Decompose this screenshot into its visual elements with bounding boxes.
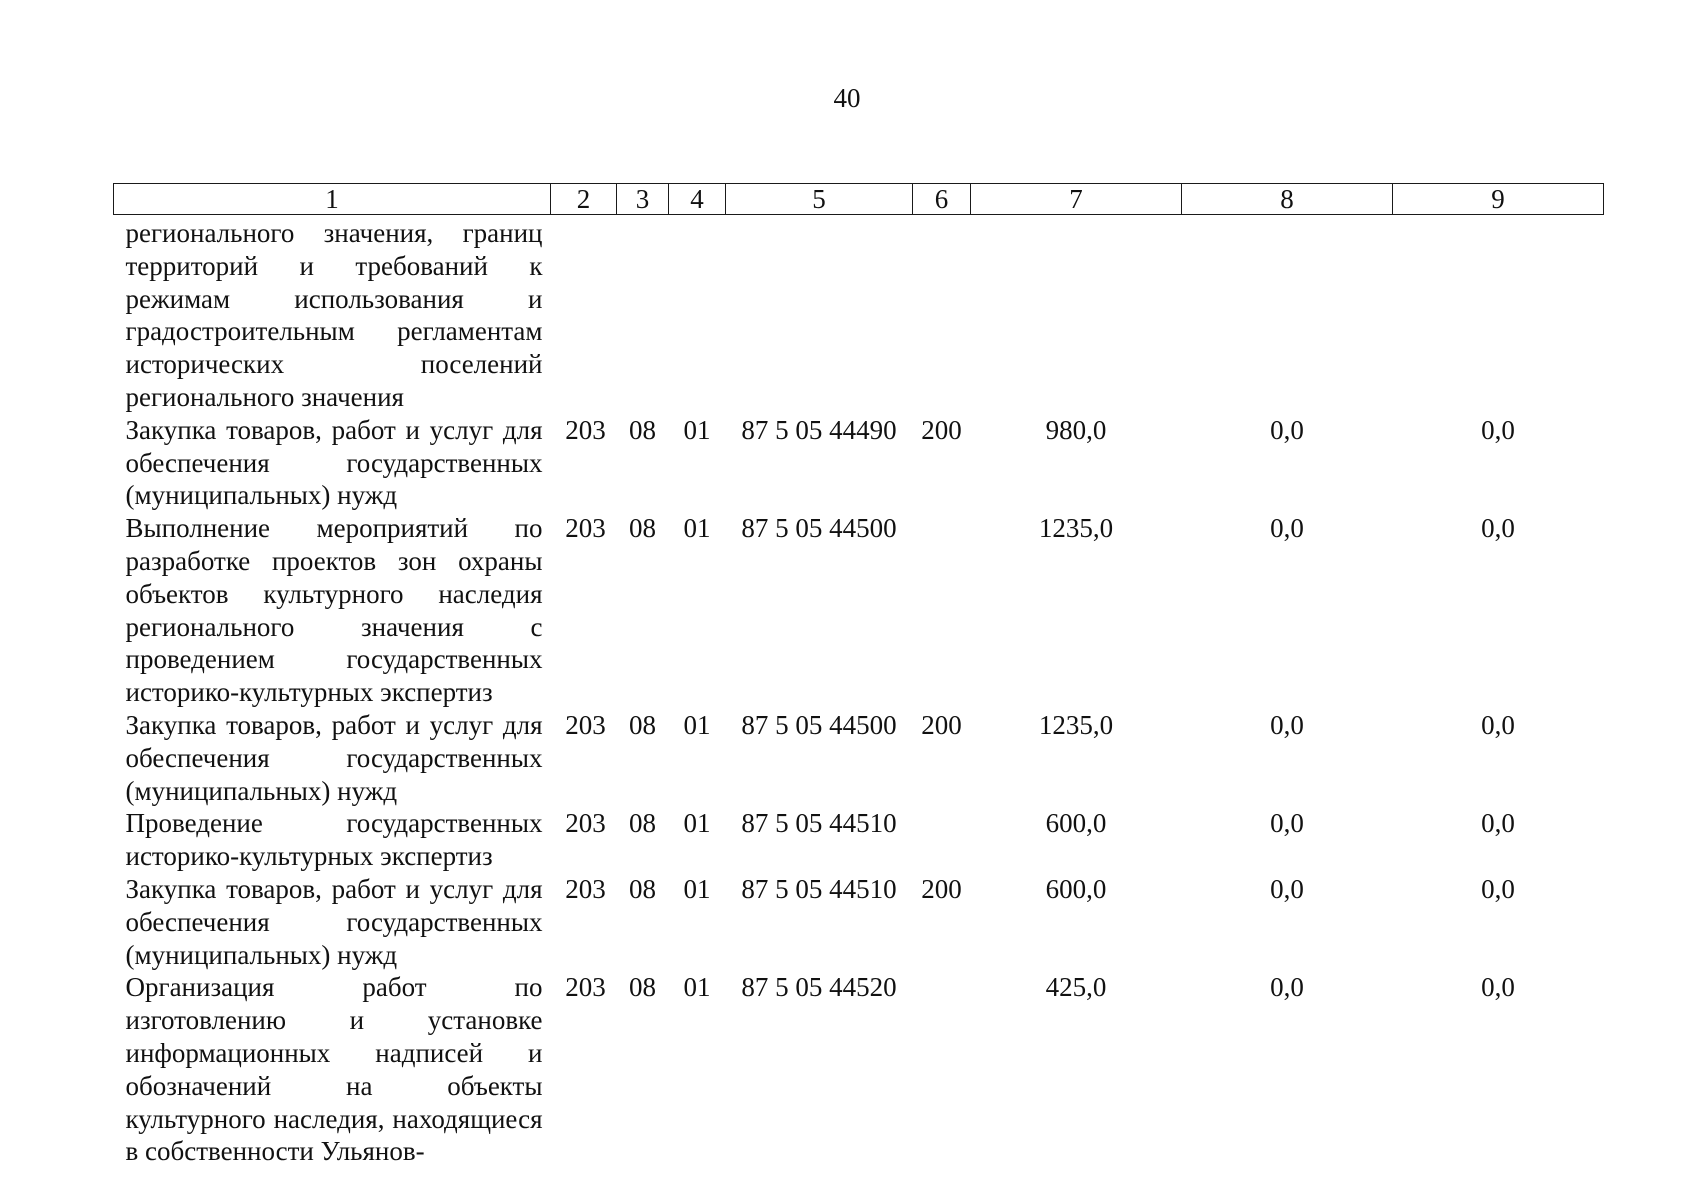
table-header bbox=[114, 184, 1604, 215]
cell-col-5: 87 5 05 44500 bbox=[741, 513, 897, 544]
table-body bbox=[114, 215, 1604, 1169]
cell-col-6: 200 bbox=[921, 873, 962, 904]
cell-col-6: 200 bbox=[921, 414, 962, 445]
header-col-3: 3 bbox=[617, 184, 669, 215]
cell-col-8: 0,0 bbox=[1270, 972, 1304, 1003]
cell-col-8: 0,0 bbox=[1270, 414, 1304, 445]
row-description: Выполнение мероприятий по разработке проектов зон охраны объектов культурного наследия регионального значения с проведением государственных историко-культурных экспертиз bbox=[125, 513, 543, 708]
cell-col-5: 87 5 05 44490 bbox=[741, 414, 897, 445]
cell-col-6 bbox=[913, 512, 971, 709]
table-row bbox=[114, 414, 1604, 512]
row-description: Проведение государственных историко-культурных экспертиз bbox=[125, 808, 543, 872]
header-col-2: 2 bbox=[551, 184, 617, 215]
table-row bbox=[114, 709, 1604, 807]
cell-col-9: 0,0 bbox=[1481, 808, 1515, 839]
cell-col-2: 203 bbox=[565, 808, 606, 839]
cell-col-5: 87 5 05 44510 bbox=[741, 873, 897, 904]
cell-col-7: 600,0 bbox=[1045, 873, 1107, 904]
table-row bbox=[114, 215, 1604, 414]
cell-col-7: 1235,0 bbox=[1038, 513, 1114, 544]
cell-col-4 bbox=[669, 215, 726, 414]
row-description: Закупка товаров, работ и услуг для обеспечения государственных (муниципальных) нужд bbox=[125, 414, 543, 511]
table-row bbox=[114, 512, 1604, 709]
table-row bbox=[114, 971, 1604, 1168]
cell-col-7: 1235,0 bbox=[1038, 709, 1114, 740]
cell-col-7: 425,0 bbox=[1045, 972, 1107, 1003]
row-description: Закупка товаров, работ и услуг для обеспечения государственных (муниципальных) нужд bbox=[125, 873, 543, 970]
cell-col-3: 08 bbox=[629, 709, 656, 740]
cell-col-6 bbox=[913, 215, 971, 414]
cell-col-5: 87 5 05 44500 bbox=[741, 709, 897, 740]
cell-col-4: 01 bbox=[683, 414, 711, 445]
cell-col-9: 0,0 bbox=[1481, 513, 1515, 544]
cell-col-6: 200 bbox=[921, 709, 962, 740]
cell-col-2: 203 bbox=[565, 709, 606, 740]
cell-col-2: 203 bbox=[565, 972, 606, 1003]
cell-col-5: 87 5 05 44520 bbox=[741, 972, 897, 1003]
header-col-8: 8 bbox=[1182, 184, 1393, 215]
table-row bbox=[114, 873, 1604, 971]
cell-col-3: 08 bbox=[629, 972, 656, 1003]
header-col-4: 4 bbox=[669, 184, 726, 215]
header-col-6: 6 bbox=[913, 184, 971, 215]
header-col-7: 7 bbox=[971, 184, 1182, 215]
cell-col-8: 0,0 bbox=[1270, 513, 1304, 544]
page-number: 40 bbox=[833, 83, 861, 113]
cell-col-3: 08 bbox=[629, 873, 656, 904]
header-col-1: 1 bbox=[114, 184, 551, 215]
cell-col-2: 203 bbox=[565, 513, 606, 544]
cell-col-4: 01 bbox=[683, 808, 711, 839]
header-col-5: 5 bbox=[726, 184, 913, 215]
cell-col-3: 08 bbox=[629, 414, 656, 445]
cell-col-2: 203 bbox=[565, 873, 606, 904]
table-row bbox=[114, 807, 1604, 873]
cell-col-2: 203 bbox=[565, 414, 606, 445]
cell-col-8: 0,0 bbox=[1270, 709, 1304, 740]
header-row bbox=[114, 184, 1604, 215]
cell-col-3: 08 bbox=[629, 513, 656, 544]
cell-col-3 bbox=[617, 215, 669, 414]
cell-col-9: 0,0 bbox=[1481, 972, 1515, 1003]
cell-col-6 bbox=[913, 971, 971, 1168]
row-description: регионального значения, границ территорий и требований к режимам использования и градостроительным регламентам исторических поселений регионального значения bbox=[125, 218, 543, 412]
cell-col-9: 0,0 bbox=[1481, 709, 1515, 740]
cell-col-9: 0,0 bbox=[1481, 873, 1515, 904]
cell-col-7 bbox=[971, 215, 1182, 414]
cell-col-4: 01 bbox=[683, 709, 711, 740]
row-description: Закупка товаров, работ и услуг для обеспечения государственных (муниципальных) нужд bbox=[125, 709, 543, 806]
cell-col-4: 01 bbox=[683, 972, 711, 1003]
budget-table bbox=[113, 183, 1604, 1168]
cell-col-6 bbox=[913, 807, 971, 873]
cell-col-8 bbox=[1182, 215, 1393, 414]
cell-col-5 bbox=[726, 215, 913, 414]
row-description: Организация работ по изготовлению и установке информационных надписей и обозначений на объекты культурного наследия, находящиеся в собственности Ульянов- bbox=[125, 972, 543, 1167]
cell-col-3: 08 bbox=[629, 808, 656, 839]
cell-col-7: 980,0 bbox=[1045, 414, 1107, 445]
cell-col-2 bbox=[551, 215, 617, 414]
cell-col-4: 01 bbox=[683, 513, 711, 544]
cell-col-8: 0,0 bbox=[1270, 873, 1304, 904]
cell-col-5: 87 5 05 44510 bbox=[741, 808, 897, 839]
cell-col-4: 01 bbox=[683, 873, 711, 904]
cell-col-9 bbox=[1393, 215, 1604, 414]
cell-col-9: 0,0 bbox=[1481, 414, 1515, 445]
header-col-9: 9 bbox=[1393, 184, 1604, 215]
cell-col-7: 600,0 bbox=[1045, 808, 1107, 839]
cell-col-8: 0,0 bbox=[1270, 808, 1304, 839]
budget-table-container bbox=[113, 183, 1603, 1168]
